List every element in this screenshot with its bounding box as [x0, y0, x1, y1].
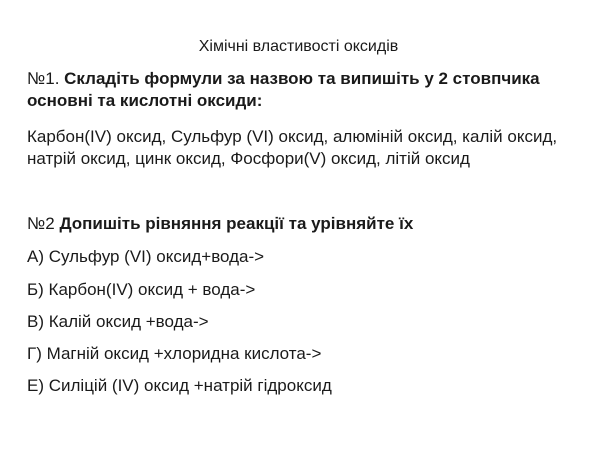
reaction-item-a: А) Сульфур (VI) оксид+вода->: [27, 247, 265, 266]
task2-instruction: Допишіть рівняння реакції та урівняйте їх: [59, 214, 414, 233]
reaction-item-e: Е) Силіцій (IV) оксид +натрій гідроксид: [27, 376, 332, 395]
task1-oxide-list: Карбон(IV) оксид, Сульфур (VI) оксид, алюміній оксид, калій оксид, натрій оксид, цинк оксид, Фосфори(V) оксид, літій оксид: [27, 127, 558, 168]
reaction-item-h: Г) Магній оксид +хлоридна кислота->: [27, 344, 322, 363]
task2-heading: [27, 213, 587, 235]
document-title: Хімічні властивості оксидів: [198, 38, 399, 55]
reaction-item-b: Б) Карбон(IV) оксид + вода->: [27, 280, 256, 299]
task1-instruction: Складіть формули за назвою та випишіть у 2 стовпчика основні та кислотні оксиди:: [27, 69, 540, 110]
task1-number: №1.: [27, 69, 60, 88]
task1-heading: [27, 68, 587, 112]
reaction-item-v: В) Калій оксид +вода->: [27, 312, 209, 331]
task2-number: №2: [27, 214, 55, 233]
